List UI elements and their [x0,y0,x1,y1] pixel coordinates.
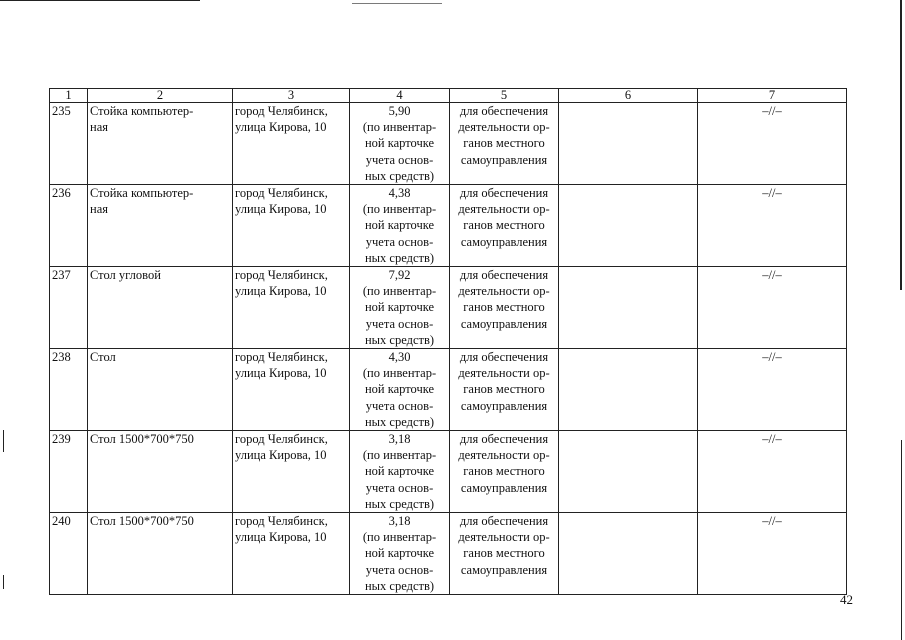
cell-number: 239 [50,431,88,513]
cell-note: –//– [698,185,847,267]
cell-name [88,185,233,267]
cell-note: –//– [698,267,847,349]
cell-extra [559,103,698,185]
cell-purpose-line: самоуправления [460,316,548,331]
cell-address-line: город Челябинск, [235,432,328,447]
cell-address [233,185,350,267]
cell-note: –//– [698,513,847,595]
cell-number: 237 [50,267,88,349]
cell-purpose-line: самоуправления [460,398,548,413]
cell-number: 238 [50,349,88,431]
table-row [50,513,847,595]
cell-purpose-line: ганов местного [463,546,545,561]
cell-address-line: улица Кирова, 10 [235,530,327,545]
cell-cost [350,431,450,513]
cell-purpose [450,185,559,267]
cell-address-line: улица Кирова, 10 [235,202,327,217]
cell-cost-line: 4,30 [388,350,411,365]
cell-cost-line: ных средств) [364,250,435,265]
cell-cost-line: учета основ- [365,398,434,413]
header-col-6: 6 [559,89,698,103]
cell-cost-line: (по инвентар- [362,120,437,135]
cell-cost-line: (по инвентар- [362,448,437,463]
scan-artifact-top-left [0,0,200,1]
cell-address-line: улица Кирова, 10 [235,120,327,135]
cell-address [233,103,350,185]
cell-cost-line: ных средств) [364,496,435,511]
cell-cost-line: учета основ- [365,152,434,167]
header-col-1: 1 [50,89,88,103]
cell-purpose [450,431,559,513]
cell-purpose-line: для обеспечения [459,514,549,529]
cell-purpose-line: для обеспечения [459,432,549,447]
cell-name-line: Стол 1500*700*750 [90,432,194,447]
cell-cost-line: (по инвентар- [362,284,437,299]
cell-cost [350,349,450,431]
cell-cost-line: учета основ- [365,316,434,331]
cell-cost-line: (по инвентар- [362,530,437,545]
cell-purpose-line: ганов местного [463,300,545,315]
cell-name-line: Стойка компьютер- [90,186,194,201]
scan-artifact-top-dash [352,3,442,4]
table-row [50,267,847,349]
cell-name-line: Стол [90,350,116,365]
cell-cost-line: ной карточке [364,218,435,233]
cell-address-line: город Челябинск, [235,268,328,283]
cell-extra [559,431,698,513]
cell-cost [350,185,450,267]
cell-cost-line: ных средств) [364,168,435,183]
cell-cost-line: ной карточке [364,382,435,397]
table-row [50,349,847,431]
cell-purpose [450,267,559,349]
header-col-7: 7 [698,89,847,103]
cell-name [88,103,233,185]
cell-address [233,431,350,513]
cell-purpose [450,349,559,431]
cell-address-line: улица Кирова, 10 [235,448,327,463]
cell-purpose-line: самоуправления [460,480,548,495]
cell-name [88,267,233,349]
cell-name-line: Стол 1500*700*750 [90,514,194,529]
cell-cost-line: учета основ- [365,562,434,577]
scan-artifact-right-edge-lower [901,440,902,640]
cell-cost-line: учета основ- [365,480,434,495]
header-col-4: 4 [350,89,450,103]
cell-purpose-line: самоуправления [460,152,548,167]
page-number: 42 [840,592,853,607]
cell-purpose-line: ганов местного [463,136,545,151]
cell-name [88,513,233,595]
cell-note: –//– [698,103,847,185]
cell-address [233,513,350,595]
cell-purpose-line: деятельности ор- [458,202,550,217]
cell-purpose [450,103,559,185]
header-col-5: 5 [450,89,559,103]
cell-purpose-line: для обеспечения [459,186,549,201]
cell-extra [559,513,698,595]
registry-body [50,103,847,595]
cell-cost-line: ной карточке [364,136,435,151]
cell-purpose-line: деятельности ор- [458,120,550,135]
cell-purpose-line: деятельности ор- [458,530,550,545]
table-row [50,431,847,513]
cell-name-line: Стол угловой [90,268,161,283]
cell-cost-line: 3,18 [388,432,411,447]
scan-artifact-left-tick [3,430,4,452]
cell-address [233,267,350,349]
table-row [50,185,847,267]
cell-purpose-line: для обеспечения [459,350,549,365]
cell-purpose-line: самоуправления [460,562,548,577]
cell-cost-line: 5,90 [388,104,411,118]
cell-purpose-line: для обеспечения [459,268,549,283]
cell-cost-line: ных средств) [364,332,435,347]
cell-purpose-line: ганов местного [463,382,545,397]
cell-address-line: улица Кирова, 10 [235,366,327,381]
cell-note: –//– [698,431,847,513]
header-col-2: 2 [88,89,233,103]
cell-cost-line: учета основ- [365,234,434,249]
cell-cost [350,103,450,185]
cell-name-line: ная [90,202,108,217]
cell-name-line: Стойка компьютер- [90,104,194,118]
cell-cost-line: ной карточке [364,464,435,479]
cell-cost-line: 3,18 [388,514,411,529]
cell-extra [559,267,698,349]
table-row [50,103,847,185]
cell-purpose [450,513,559,595]
cell-cost-line: ных средств) [364,414,435,429]
cell-cost-line: (по инвентар- [362,202,437,217]
cell-purpose-line: деятельности ор- [458,284,550,299]
cell-name [88,431,233,513]
header-col-3: 3 [233,89,350,103]
cell-number: 236 [50,185,88,267]
cell-name-line: ная [90,120,108,135]
cell-note: –//– [698,349,847,431]
cell-address-line: улица Кирова, 10 [235,284,327,299]
cell-purpose-line: для обеспечения [459,104,549,118]
cell-extra [559,185,698,267]
cell-cost-line: ной карточке [364,546,435,561]
cell-number: 235 [50,103,88,185]
cell-purpose-line: деятельности ор- [458,366,550,381]
header-row [50,89,847,103]
cell-cost-line: 4,38 [388,186,411,201]
scan-artifact-right-edge [900,0,902,290]
cell-address [233,349,350,431]
cell-purpose-line: деятельности ор- [458,448,550,463]
property-registry-table [49,88,847,595]
cell-extra [559,349,698,431]
cell-number: 240 [50,513,88,595]
cell-address-line: город Челябинск, [235,104,328,118]
cell-purpose-line: ганов местного [463,464,545,479]
cell-cost [350,267,450,349]
cell-cost [350,513,450,595]
cell-cost-line: ной карточке [364,300,435,315]
cell-address-line: город Челябинск, [235,514,328,529]
cell-address-line: город Челябинск, [235,350,328,365]
scan-artifact-left-tick-2 [3,575,4,589]
cell-purpose-line: ганов местного [463,218,545,233]
cell-name [88,349,233,431]
cell-purpose-line: самоуправления [460,234,548,249]
cell-cost-line: 7,92 [388,268,411,283]
cell-address-line: город Челябинск, [235,186,328,201]
cell-cost-line: ных средств) [364,578,435,593]
cell-cost-line: (по инвентар- [362,366,437,381]
